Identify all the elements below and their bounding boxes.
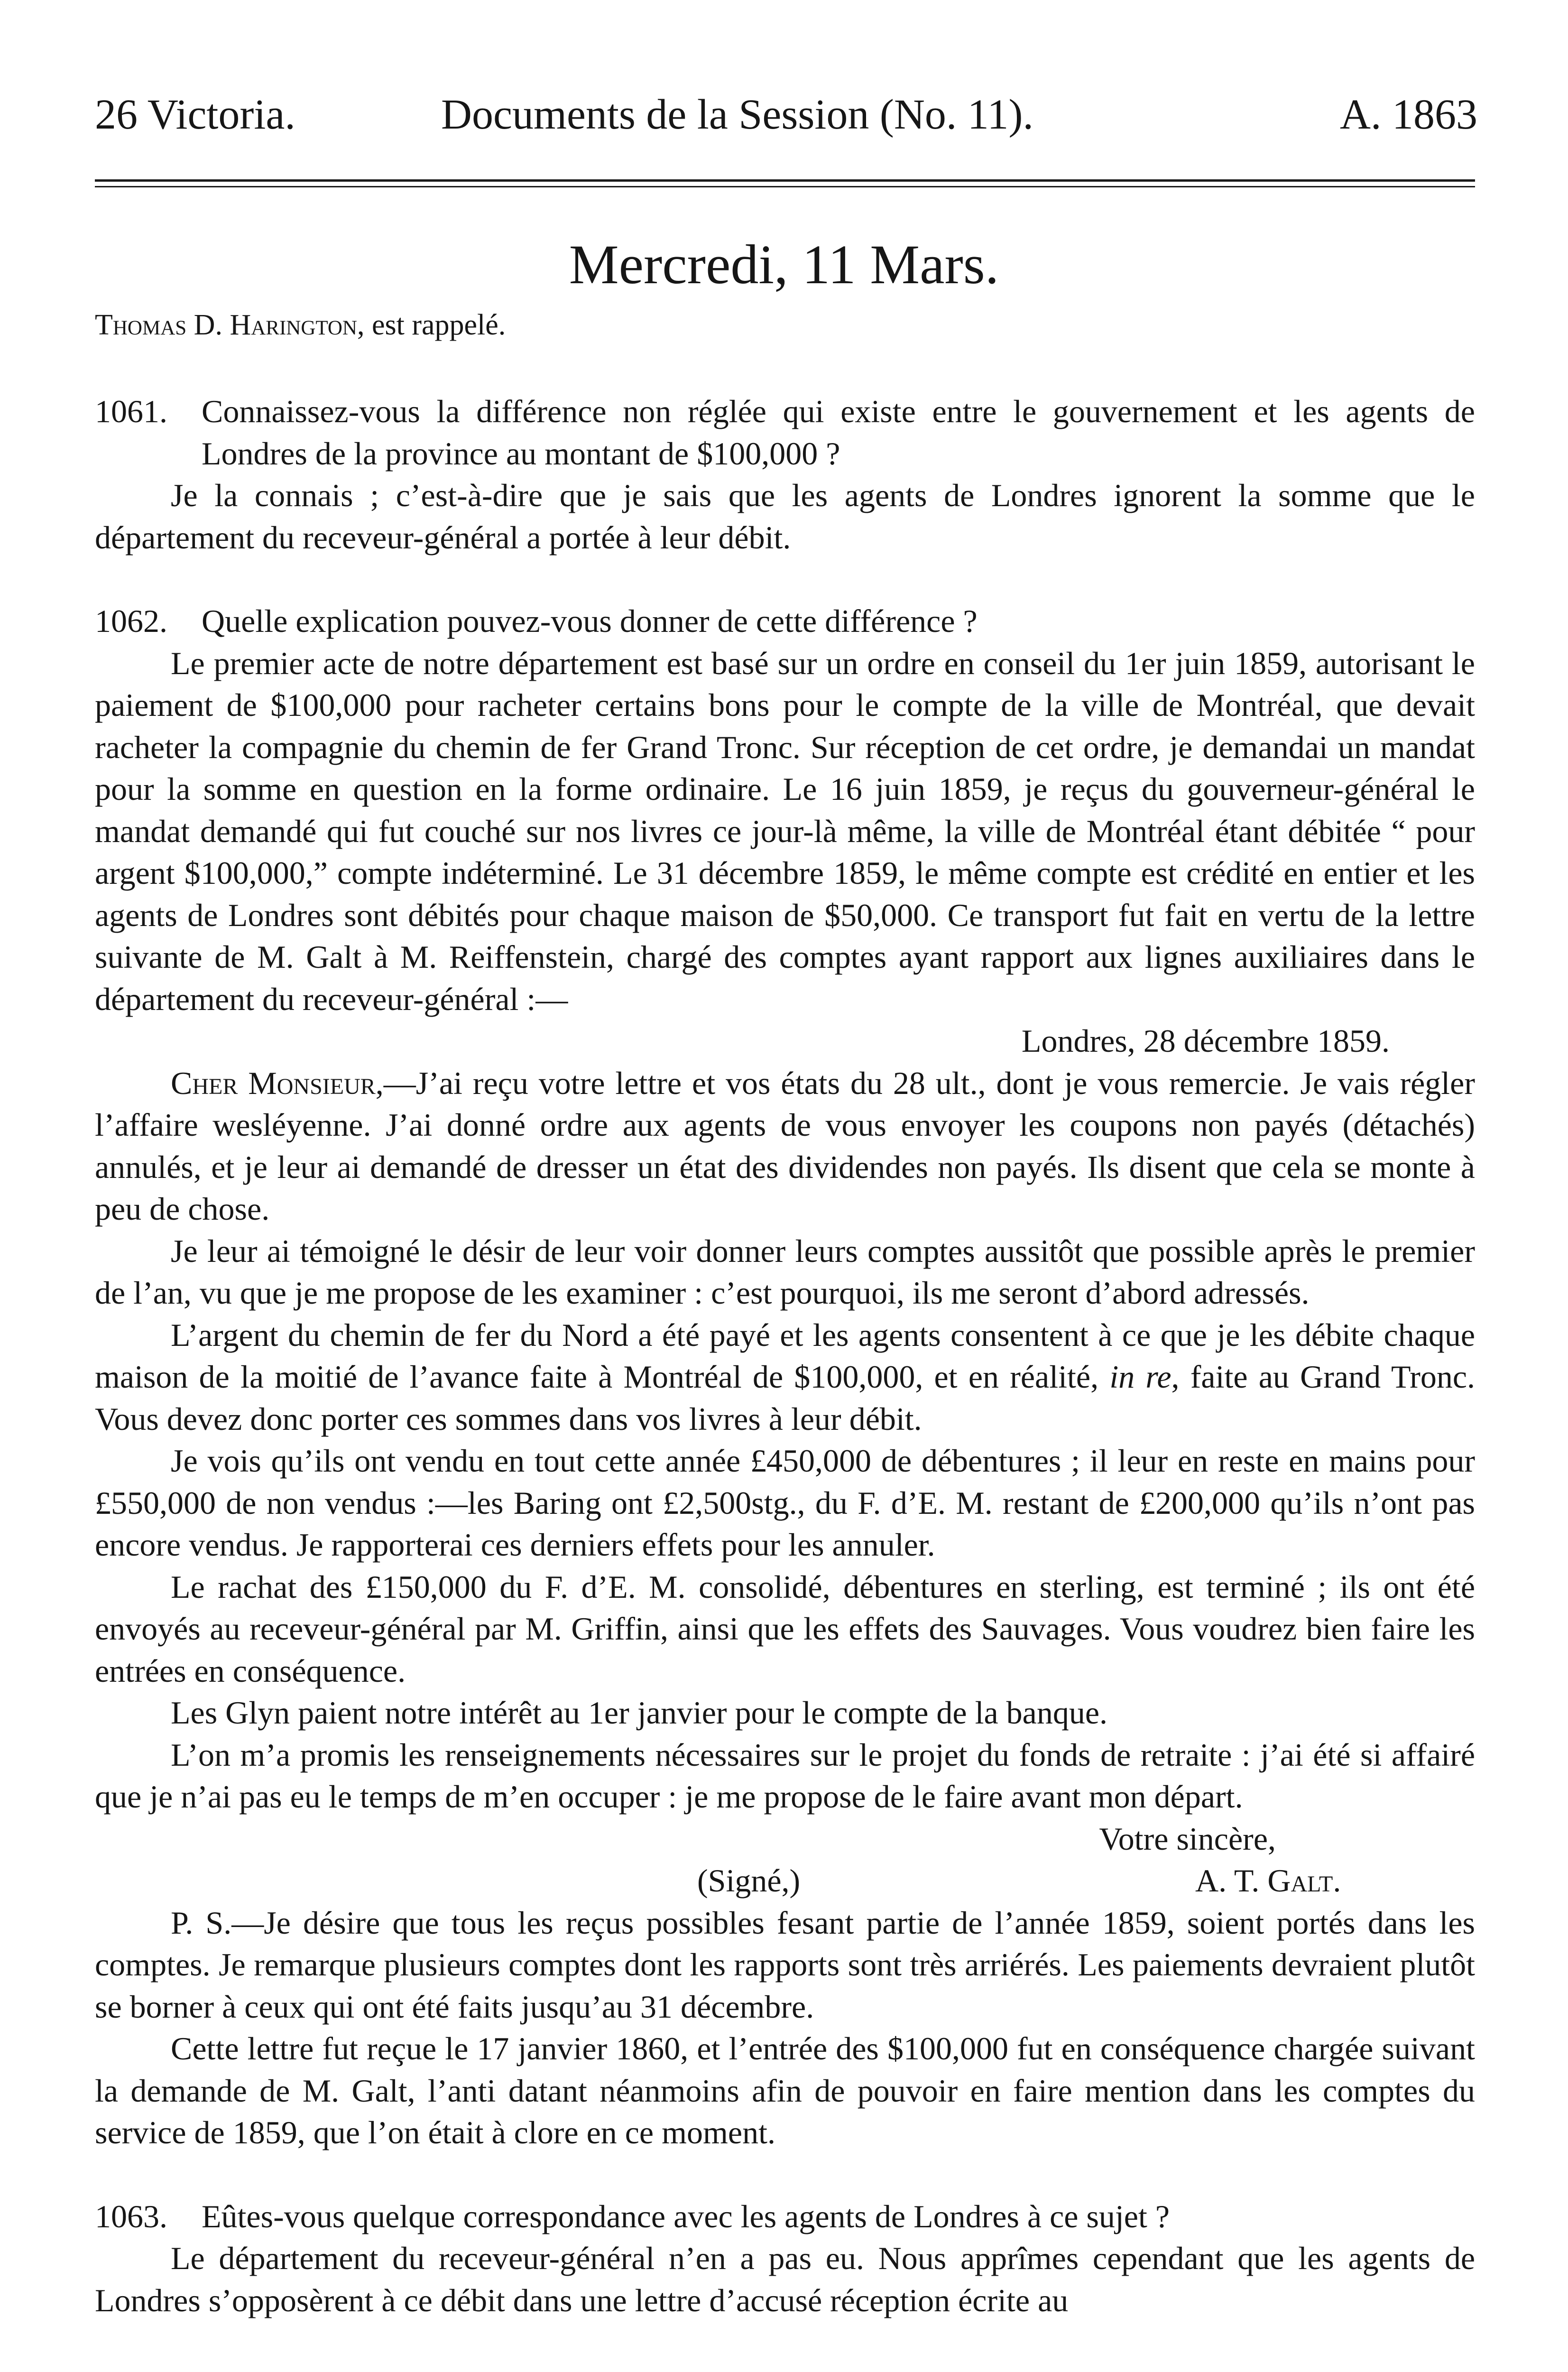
- signed-mark: (Signé,): [697, 1862, 801, 1899]
- letter-paragraph: [95, 1062, 1475, 1230]
- letter-paragraph: Le rachat des £150,000 du F. d’E. M. consolidé, débentures en sterling, est terminé ; ils ont été envoyés au receveur-général par M. Griffin, ainsi que les effets des Sauvages. Vous voudrez bien faire les entrées en conséquence.: [95, 1568, 1475, 1689]
- note-after-letter: Cette lettre fut reçue le 17 janvier 1860, et l’entrée des $100,000 fut en conséquence chargée suivant la demande de M. Galt, l’anti datant néanmoins afin de pouvoir en faire mention dans les comptes du service de 1859, que l’on était à clore en ce moment.: [95, 2030, 1475, 2150]
- letter-closing: Votre sincère,: [1099, 1820, 1276, 1857]
- question-text: Quelle explication pouvez-vous donner de cette différence ?: [202, 603, 978, 639]
- letter-paragraph: Je leur ai témoigné le désir de leur voir donner leurs comptes aussitôt que possible après le premier de l’an, vu que je me propose de les examiner : c’est pourquoi, ils me seront d’abord adressés.: [95, 1232, 1475, 1311]
- header-page-year: A. 1863: [1340, 91, 1477, 138]
- header-rule-top: [95, 179, 1475, 182]
- question-text: Eûtes-vous quelque correspondance avec les agents de Londres à ce sujet ?: [202, 2198, 1170, 2234]
- letter-signature-line: [95, 1860, 1475, 1902]
- witness-line: [95, 308, 506, 342]
- question-number: 1063.: [95, 2198, 167, 2234]
- page-title: Mercredi, 11 Mars.: [569, 233, 999, 296]
- question-1063: [95, 2196, 1475, 2238]
- question-text: Connaissez-vous la différence non réglée qui existe entre le gouvernement et les agents de Londres de la province au montant de $100,000 ?: [202, 393, 1475, 472]
- question-1062: [95, 600, 1475, 642]
- letter-paragraph-text: L’argent du chemin de fer du Nord a été payé et les agents consentent à ce que je les débite chaque maison de la moitié de l’avance faite à Montréal de $100,000, et en réalité,: [95, 1316, 1475, 1395]
- letter-paragraph-text: —J’ai reçu votre lettre et vos états du 28 ult., dont je vous remercie. Je vais régler l’affaire wesléyenne. J’ai donné ordre aux agents de vous envoyer les coupons non payés (détachés) annulés, et je leur ai demandé de dresser un état des dividendes non payés. Ils disent que cela se monte à peu de chose.: [95, 1065, 1475, 1227]
- question-number: 1062.: [95, 603, 167, 639]
- letter-paragraph: [95, 1314, 1475, 1440]
- letter-paragraph: Les Glyn paient notre intérêt au 1er janvier pour le compte de la banque.: [171, 1695, 1108, 1731]
- witness-status: , est rappelé.: [357, 309, 506, 341]
- answer-1063: Le département du receveur-général n’en a pas eu. Nous apprîmes cependant que les agents de Londres s’opposèrent à ce débit dans une lettre d’accusé réception écrite au: [95, 2240, 1475, 2318]
- letter-paragraph-text: , faite au Grand Tronc. Vous devez donc porter ces sommes dans vos livres à leur débit.: [95, 1359, 1476, 1437]
- answer-1062: Le premier acte de notre département est basé sur un ordre en conseil du 1er juin 1859, autorisant le paiement de $100,000 pour racheter certains bons pour le compte de la ville de Montréal, que devait racheter la compagnie du chemin de fer Grand Tronc. Sur réception de cet ordre, je demandai un mandat pour la somme en question en la forme ordinaire. Le 16 juin 1859, je reçus du gouverneur-général le mandat demandé qui fut couché sur nos livres ce jour-là même, la ville de Montréal étant débitée “ pour argent $100,000,” compte indéterminé. Le 31 décembre 1859, le même compte est crédité en entier et les agents de Londres sont débités pour chaque maison de $50,000. Ce transport fut fait en vertu de la lettre suivante de M. Galt à M. Reiffenstein, chargé des comptes ayant rapport aux lignes auxiliaires dans le département du receveur-général :—: [95, 645, 1475, 1017]
- letter-place-date: Londres, 28 décembre 1859.: [1021, 1023, 1390, 1059]
- latin-phrase: in re: [1109, 1359, 1171, 1395]
- letter-salutation: Cher Monsieur,: [171, 1065, 384, 1101]
- question-1061: [95, 390, 1475, 474]
- witness-name: Thomas D. Harington: [95, 309, 357, 341]
- testimony-body: [95, 390, 1475, 2321]
- answer-1061: Je la connais ; c’est-à-dire que je sais que les agents de Londres ignorent la somme que le département du receveur-général a portée à leur débit.: [95, 477, 1475, 556]
- header-document-title: Documents de la Session (No. 11).: [441, 91, 1033, 138]
- letter-paragraph: L’on m’a promis les renseignements nécessaires sur le projet du fonds de retraite : j’ai été si affairé que je n’ai pas eu le temps de m’en occuper : je me propose de le faire avant mon départ.: [95, 1736, 1475, 1815]
- question-number: 1061.: [95, 393, 167, 429]
- header-session-year: 26 Victoria.: [95, 91, 295, 138]
- header-rule-bottom: [95, 186, 1475, 187]
- letter-postscript: P. S.—Je désire que tous les reçus possibles fesant partie de l’année 1859, soient portés dans les comptes. Je remarque plusieurs comptes dont les rapports sont très arriérés. Les paiements devraient plutôt se borner à ceux qui ont été faits jusqu’au 31 décembre.: [95, 1904, 1475, 2025]
- letter-paragraph: Je vois qu’ils ont vendu en tout cette année £450,000 de débentures ; il leur en reste en mains pour £550,000 de non vendus :—les Baring ont £2,500stg., du F. d’E. M. restant de £200,000 qu’ils n’ont pas encore vendus. Je rapporterai ces derniers effets pour les annuler.: [95, 1443, 1475, 1563]
- signer-name: A. T. Galt.: [1195, 1862, 1341, 1899]
